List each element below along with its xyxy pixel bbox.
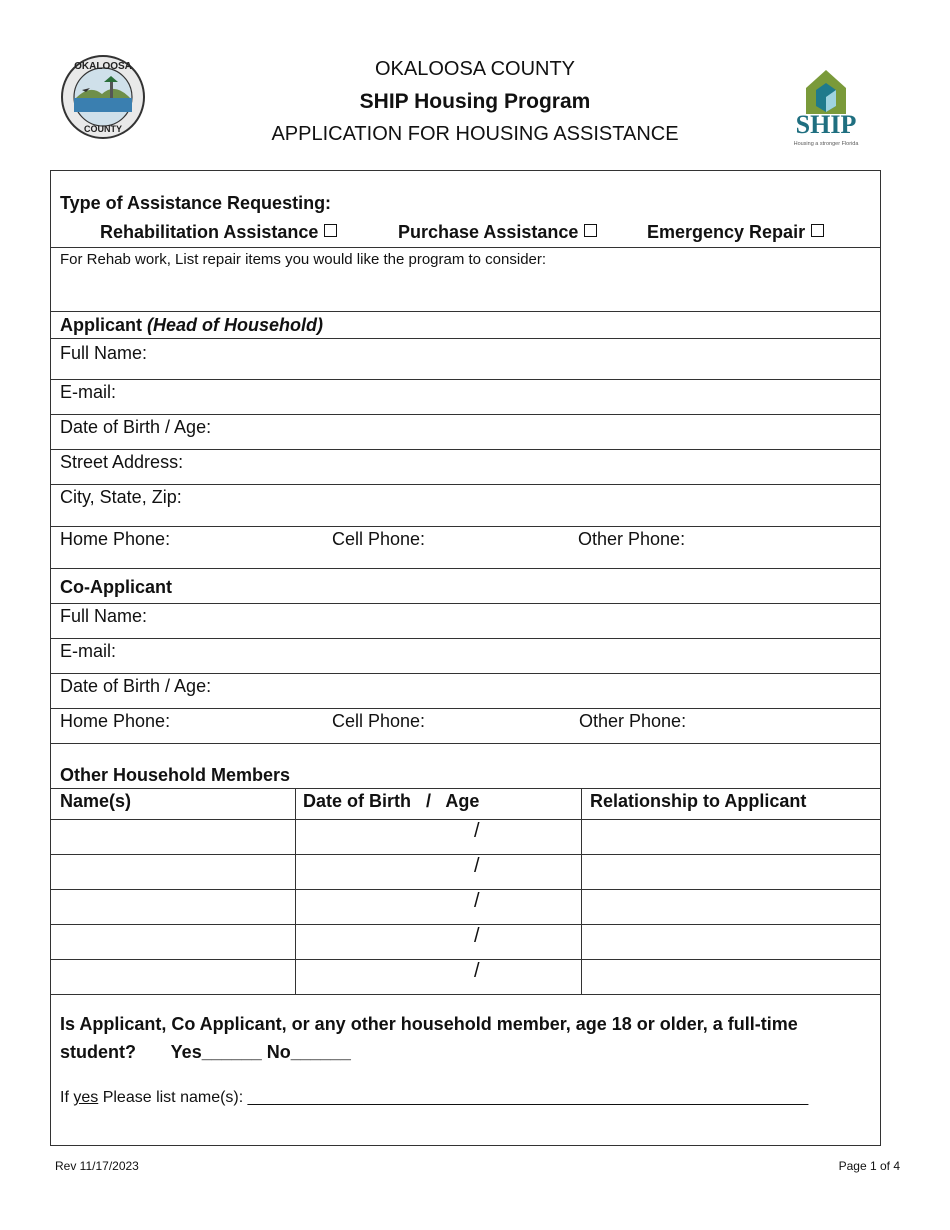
rehabilitation-checkbox[interactable] xyxy=(324,224,337,237)
applicant-heading-row xyxy=(51,312,880,339)
col-names-header: Name(s) xyxy=(60,791,132,811)
applicant-cell-phone-label: Cell Phone: xyxy=(332,529,426,549)
county-name: OKALOOSA COUNTY xyxy=(374,58,576,80)
page-number: Page 1 of 4 xyxy=(838,1159,900,1173)
applicant-city-field[interactable] xyxy=(51,485,880,527)
co-applicant-phone-row[interactable] xyxy=(51,709,880,744)
co-applicant-email-field[interactable] xyxy=(51,639,880,674)
revision-date: Rev 11/17/2023 xyxy=(55,1159,139,1173)
rehab-items-field[interactable] xyxy=(51,248,880,312)
household-heading: Other Household Members xyxy=(60,765,291,785)
option-emergency-label: Emergency Repair xyxy=(647,222,806,242)
ship-logo-tagline: Housing a stronger Florida xyxy=(793,141,859,147)
applicant-dob-label: Date of Birth / Age: xyxy=(60,417,212,437)
dob-age-separator: / xyxy=(474,855,480,877)
applicant-city-label: City, State, Zip: xyxy=(60,487,182,507)
household-header-row xyxy=(51,789,880,820)
applicant-email-field[interactable] xyxy=(51,380,880,415)
emergency-repair-checkbox[interactable] xyxy=(811,224,824,237)
applicant-full-name-field[interactable] xyxy=(51,339,880,380)
co-applicant-other-phone-label: Other Phone: xyxy=(579,711,687,731)
assistance-heading: Type of Assistance Requesting: xyxy=(60,193,332,213)
co-applicant-cell-phone-label: Cell Phone: xyxy=(332,711,426,731)
program-name: SHIP Housing Program xyxy=(359,90,591,113)
table-column-divider xyxy=(295,789,296,995)
ship-logo xyxy=(780,66,872,150)
household-member-row[interactable] xyxy=(51,855,880,890)
seal-top-text: OKALOOSA xyxy=(74,61,132,72)
household-member-row[interactable] xyxy=(51,890,880,925)
applicant-heading xyxy=(60,315,323,336)
applicant-street-field[interactable] xyxy=(51,450,880,485)
ship-logo-text: SHIP xyxy=(795,110,857,139)
applicant-heading-main: Applicant xyxy=(60,315,148,335)
seal-bottom-text: COUNTY xyxy=(84,124,122,134)
household-member-row[interactable] xyxy=(51,925,880,960)
dob-age-separator: / xyxy=(474,960,480,982)
student-question-line1: Is Applicant, Co Applicant, or any other household member, age 18 or older, a full-time xyxy=(60,1014,798,1034)
dob-age-separator: / xyxy=(474,925,480,947)
rehab-note: For Rehab work, List repair items you would like the program to consider: xyxy=(60,251,547,268)
applicant-heading-sub: (Head of Household) xyxy=(147,315,324,335)
option-emergency-repair[interactable] xyxy=(647,222,824,243)
co-applicant-home-phone-label: Home Phone: xyxy=(60,711,171,731)
option-purchase-label: Purchase Assistance xyxy=(398,222,579,242)
co-applicant-full-name-label: Full Name: xyxy=(60,606,148,626)
purchase-checkbox[interactable] xyxy=(584,224,597,237)
okaloosa-county-seal xyxy=(60,54,146,140)
assistance-type-section xyxy=(51,171,880,248)
student-list-prefix: If xyxy=(60,1089,74,1106)
student-question-line2: student? Yes______ No______ xyxy=(60,1042,351,1062)
student-list-yes: yes xyxy=(73,1089,99,1106)
co-applicant-dob-field[interactable] xyxy=(51,674,880,709)
applicant-street-label: Street Address: xyxy=(60,452,184,472)
applicant-home-phone-label: Home Phone: xyxy=(60,529,171,549)
dob-age-separator: / xyxy=(474,820,480,842)
co-applicant-email-label: E-mail: xyxy=(60,641,117,661)
household-member-row[interactable] xyxy=(51,960,880,995)
co-applicant-heading: Co-Applicant xyxy=(60,577,172,597)
co-applicant-heading-row xyxy=(51,569,880,604)
applicant-phone-row[interactable] xyxy=(51,527,880,569)
option-rehabilitation[interactable] xyxy=(100,222,337,243)
option-rehabilitation-label: Rehabilitation Assistance xyxy=(100,222,319,242)
application-form xyxy=(50,170,881,1146)
household-heading-row xyxy=(51,744,880,789)
co-applicant-full-name-field[interactable] xyxy=(51,604,880,639)
table-column-divider xyxy=(581,789,582,995)
dob-age-separator: / xyxy=(474,890,480,912)
option-purchase[interactable] xyxy=(398,222,597,243)
col-dob-age-header: Date of Birth / Age xyxy=(303,791,480,811)
student-names-field[interactable] xyxy=(60,1089,808,1107)
applicant-other-phone-label: Other Phone: xyxy=(578,529,686,549)
student-list-rest: Please list name(s): _______________________________________________________________ xyxy=(98,1089,809,1106)
household-member-row[interactable] xyxy=(51,820,880,855)
col-relationship-header: Relationship to Applicant xyxy=(590,791,807,811)
applicant-dob-field[interactable] xyxy=(51,415,880,450)
applicant-full-name-label: Full Name: xyxy=(60,343,148,363)
co-applicant-dob-label: Date of Birth / Age: xyxy=(60,676,212,696)
applicant-email-label: E-mail: xyxy=(60,382,117,402)
form-title: APPLICATION FOR HOUSING ASSISTANCE xyxy=(271,123,679,145)
